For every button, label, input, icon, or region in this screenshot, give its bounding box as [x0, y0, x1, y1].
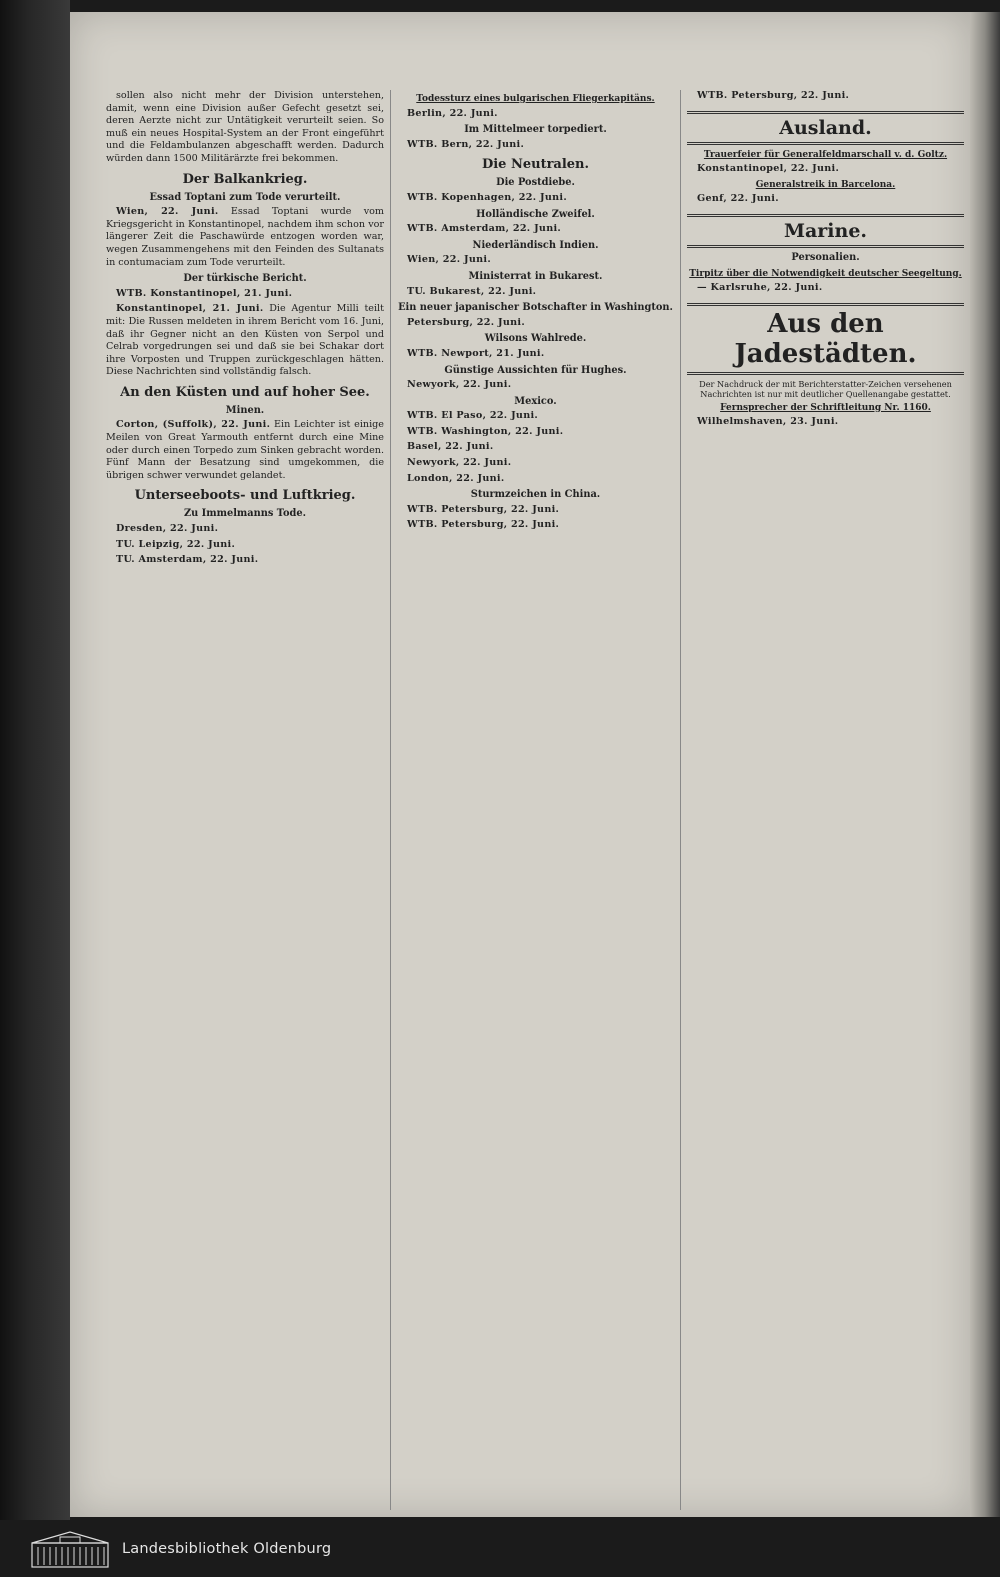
- article-paragraph: [397, 348, 674, 361]
- article-paragraph: [687, 416, 964, 429]
- article-heading-holl-zweifel: Holländische Zweifel.: [476, 208, 595, 220]
- phone-notice: Fernsprecher der Schriftleitung Nr. 1160.: [720, 402, 931, 413]
- dateline: WTB. Washington, 22. Juni.: [407, 425, 564, 437]
- article-paragraph: [397, 441, 674, 454]
- article-paragraph: [397, 426, 674, 439]
- article-heading-niederl-indien: Niederländisch Indien.: [472, 239, 599, 251]
- dateline: Wien, 22. Juni.: [407, 254, 492, 266]
- article-paragraph: [687, 282, 964, 295]
- library-name: Landesbibliothek Oldenburg: [122, 1540, 332, 1557]
- article-paragraph: [106, 523, 384, 536]
- article-paragraph: [106, 206, 384, 269]
- section-heading-ausland: Ausland.: [687, 111, 964, 145]
- article-heading-hughes: Günstige Aussichten für Hughes.: [444, 364, 627, 376]
- article-paragraph: [397, 108, 674, 121]
- article-paragraph: [687, 163, 964, 176]
- article-heading-tirpitz: Tirpitz über die Notwendigkeit deutscher Seegeltung.: [689, 268, 962, 279]
- article-paragraph: [397, 473, 674, 486]
- footer-bar: [0, 1520, 1000, 1577]
- dateline: WTB. Amsterdam, 22. Juni.: [407, 223, 562, 235]
- article-heading-immelmann: Zu Immelmanns Tode.: [183, 508, 307, 520]
- dateline: WTB. Petersburg, 22. Juni.: [407, 519, 560, 531]
- article-heading-wilson: Wilsons Wahlrede.: [484, 333, 587, 345]
- article-paragraph: [106, 288, 384, 301]
- article-heading-mittelmeer: Im Mittelmeer torpediert.: [464, 124, 607, 136]
- dateline: TU. Amsterdam, 22. Juni.: [116, 554, 259, 566]
- article-heading-jap-botschafter: Ein neuer japanischer Botschafter in Washington.: [398, 302, 673, 314]
- section-heading-marine: Marine.: [687, 214, 964, 248]
- section-heading-jadestaedte: Aus den Jadestädten.: [687, 303, 964, 375]
- library-building-icon: [30, 1529, 110, 1569]
- article-paragraph: [687, 90, 964, 103]
- dateline: Wien, 22. Juni.: [116, 206, 219, 218]
- article-paragraph: [106, 554, 384, 567]
- dateline: London, 22. Juni.: [407, 472, 505, 484]
- dateline: Berlin, 22. Juni.: [407, 107, 498, 119]
- dateline: WTB. Newport, 21. Juni.: [407, 347, 545, 359]
- article-paragraph: [397, 504, 674, 517]
- article-body: Essad Toptani wurde vom Kriegsgericht in Konstantinopel, nachdem ihm schon vor längerer Zeit die Paschawürde entzogen worden war, wegen Zusammengehens mit den Feinden des Sultanats in contumaciam zum Tode verurteilt.: [106, 206, 385, 268]
- section-heading-neutralen: Die Neutralen.: [481, 157, 590, 173]
- article-heading-personalien: Personalien.: [791, 251, 860, 263]
- reprint-notice: Der Nachdruck der mit Berichterstatter-Zeichen versehenen Nachrichten ist nur mit deutlicher Quellenangabe gestattet.: [699, 378, 952, 399]
- article-paragraph: [397, 317, 674, 330]
- column-1: [100, 90, 390, 1510]
- dateline: TU. Leipzig, 22. Juni.: [116, 538, 236, 550]
- dateline: WTB. Konstantinopel, 21. Juni.: [116, 287, 293, 299]
- article-paragraph: [397, 457, 674, 470]
- dateline: Wilhelmshaven, 23. Juni.: [697, 416, 839, 428]
- article-body: Ein Leichter ist einige Meilen von Great Yarmouth entfernt durch eine Mine oder durch einen Torpedo zum Sinken gebracht worden. Fünf Mann der Besatzung sind umgekommen, die übrigen schwer verwundet gelandet.: [106, 419, 384, 481]
- article-heading-postdiebe: Die Postdiebe.: [496, 177, 575, 189]
- dateline: Genf, 22. Juni.: [697, 193, 779, 205]
- dateline: Konstantinopel, 22. Juni.: [697, 163, 840, 175]
- article-paragraph: [397, 139, 674, 152]
- dateline: Newyork, 22. Juni.: [407, 457, 512, 469]
- section-heading-balkankrieg: Der Balkankrieg.: [182, 171, 308, 187]
- article-heading-mexico: Mexico.: [514, 395, 557, 407]
- article-paragraph: [397, 519, 674, 532]
- article-paragraph: [106, 539, 384, 552]
- column-2: [390, 90, 680, 1510]
- article-paragraph: [106, 303, 384, 379]
- column-3: [680, 90, 970, 1510]
- article-heading-goltz: Trauerfeier für Generalfeldmarschall v. d. Goltz.: [703, 149, 948, 160]
- article-body: Die Agentur Milli teilt mit: Die Russen meldeten in ihrem Bericht vom 16. Juni, daß ihr Gegner nicht an den Küsten von Serpol und Celrab vorgedrungen sei und daß sie bei Schakar dort ihre Vorposten und Truppen zurückgeschlagen hätten. Diese Nachrichten sind vollständig falsch.: [106, 303, 384, 378]
- dateline: Dresden, 22. Juni.: [116, 523, 219, 535]
- article-paragraph: [106, 419, 384, 482]
- dateline: Corton, (Suffolk), 22. Juni.: [116, 419, 271, 431]
- dateline: Newyork, 22. Juni.: [407, 379, 512, 391]
- dateline: WTB. Kopenhagen, 22. Juni.: [407, 191, 567, 203]
- article-paragraph: [397, 379, 674, 392]
- article-heading-barcelona: Generalstreik in Barcelona.: [755, 179, 896, 190]
- section-heading-kuesten: An den Küsten und auf hoher See.: [120, 384, 370, 400]
- dateline: WTB. El Paso, 22. Juni.: [407, 410, 539, 422]
- article-paragraph: [397, 223, 674, 236]
- dateline: Basel, 22. Juni.: [407, 441, 494, 453]
- article-paragraph: [397, 192, 674, 205]
- dateline: WTB. Bern, 22. Juni.: [407, 138, 525, 150]
- article-heading-china: Sturmzeichen in China.: [470, 489, 601, 501]
- article-paragraph: [397, 410, 674, 423]
- article-heading-ministerrat: Ministerrat in Bukarest.: [468, 270, 603, 282]
- dateline: WTB. Petersburg, 22. Juni.: [407, 503, 560, 515]
- article-heading-tuerk-bericht: Der türkische Bericht.: [183, 273, 307, 285]
- article-heading-essad: Essad Toptani zum Tode verurteilt.: [149, 191, 341, 203]
- dateline: TU. Bukarest, 22. Juni.: [407, 285, 537, 297]
- article-paragraph: [397, 254, 674, 267]
- dateline: — Karlsruhe, 22. Juni.: [697, 282, 823, 294]
- article-heading-bulg-flieger: Todessturz eines bulgarischen Fliegerkapitäns.: [416, 94, 655, 104]
- dateline: WTB. Petersburg, 22. Juni.: [697, 90, 850, 101]
- dateline: Petersburg, 22. Juni.: [407, 316, 525, 328]
- newspaper-page: [70, 12, 970, 1517]
- dateline: Konstantinopel, 21. Juni.: [116, 303, 264, 315]
- page-edge-right: [970, 12, 1000, 1517]
- article-paragraph: [687, 193, 964, 206]
- article-heading-minen: Minen.: [225, 404, 265, 416]
- section-heading-unterseeboot: Unterseeboots- und Luftkrieg.: [134, 488, 356, 504]
- article-paragraph: sollen also nicht mehr der Division unterstehen, damit, wenn eine Division außer Gefecht gesetzt sei, deren Aerzte nicht zur Untätigkeit verurteilt seien. So muß ein neues Hospital-System an der Front eingeführt und die Feldambulanzen abgeschafft werden. Dadurch würden dann 1500 Militärärzte frei bekommen.: [106, 90, 384, 164]
- scanner-edge-left: [0, 0, 70, 1520]
- article-paragraph: [397, 286, 674, 299]
